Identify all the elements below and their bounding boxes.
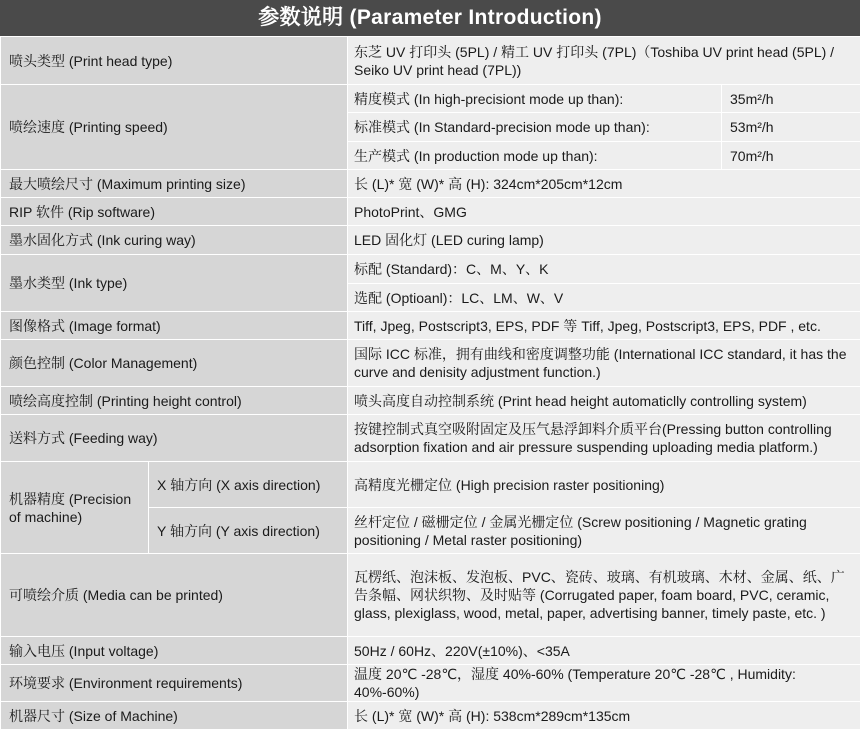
image-format-value: Tiff, Jpeg, Postscript3, EPS, PDF 等 Tiff, Jpeg, Postscript3, EPS, PDF , etc.	[348, 312, 860, 340]
table-row	[1, 702, 860, 730]
table-row	[1, 170, 860, 198]
color-management-label: 颜色控制 (Color Management)	[1, 340, 348, 387]
feeding-value: 按键控制式真空吸附固定及压气悬浮卸料介质平台(Pressing button controlling adsorption fixation and air pressure suspending uploading media platform.)	[348, 415, 860, 462]
table-row	[1, 340, 860, 387]
height-control-value: 喷头高度自动控制系统 (Print head height automaticlly controlling system)	[348, 387, 860, 415]
table-row	[1, 415, 860, 462]
environment-label: 环境要求 (Environment requirements)	[1, 665, 348, 702]
max-size-label: 最大喷绘尺寸 (Maximum printing size)	[1, 170, 348, 198]
table-row	[1, 387, 860, 415]
speed-value-high: 35m²/h	[722, 85, 860, 113]
precision-x-value: 高精度光栅定位 (High precision raster positioning)	[348, 462, 860, 508]
voltage-value: 50Hz / 60Hz、220V(±10%)、<35A	[348, 637, 860, 665]
environment-value: 温度 20℃ -28℃，湿度 40%-60% (Temperature 20℃ -28℃ , Humidity: 40%-60%)	[348, 665, 860, 702]
feeding-label: 送料方式 (Feeding way)	[1, 415, 348, 462]
table-row	[1, 462, 860, 508]
speed-mode-high: 精度模式 (In high-precisiont mode up than):	[348, 85, 722, 113]
speed-value-standard: 53m²/h	[722, 113, 860, 142]
precision-label: 机器精度 (Precision of machine)	[1, 462, 149, 554]
table-row	[1, 665, 860, 702]
media-value: 瓦楞纸、泡沫板、发泡板、PVC、瓷砖、玻璃、有机玻璃、木材、金属、纸、广告条幅、网状织物、及时贴等 (Corrugated paper, foam board, PVC, ceramic, glass, plexiglass, wood, metal, paper, advertising banner, timely paste, etc. )	[348, 554, 860, 637]
table-row	[1, 198, 860, 226]
table-row	[1, 637, 860, 665]
table-row	[1, 37, 860, 85]
voltage-label: 输入电压 (Input voltage)	[1, 637, 348, 665]
speed-value-production: 70m²/h	[722, 142, 860, 170]
table-row	[1, 312, 860, 340]
speed-mode-production: 生产模式 (In production mode up than):	[348, 142, 722, 170]
table-row	[1, 226, 860, 255]
table-row	[1, 85, 860, 113]
image-format-label: 图像格式 (Image format)	[1, 312, 348, 340]
rip-label: RIP 软件 (Rip software)	[1, 198, 348, 226]
max-size-value: 长 (L)* 宽 (W)* 高 (H): 324cm*205cm*12cm	[348, 170, 860, 198]
precision-y-label: Y 轴方向 (Y axis direction)	[149, 508, 348, 554]
ink-type-label: 墨水类型 (Ink type)	[1, 255, 348, 312]
print-head-value: 东芝 UV 打印头 (5PL) / 精工 UV 打印头 (7PL)（Toshiba UV print head (5PL) / Seiko UV print head (7PL))	[348, 37, 860, 85]
ink-type-optional: 选配 (Optioanl)：LC、LM、W、V	[348, 284, 860, 312]
page-title: 参数说明 (Parameter Introduction)	[0, 0, 860, 36]
printing-speed-label: 喷绘速度 (Printing speed)	[1, 85, 348, 170]
print-head-label: 喷头类型 (Print head type)	[1, 37, 348, 85]
precision-x-label: X 轴方向 (X axis direction)	[149, 462, 348, 508]
ink-curing-label: 墨水固化方式 (Ink curing way)	[1, 226, 348, 255]
media-label: 可喷绘介质 (Media can be printed)	[1, 554, 348, 637]
height-control-label: 喷绘高度控制 (Printing height control)	[1, 387, 348, 415]
ink-curing-value: LED 固化灯 (LED curing lamp)	[348, 226, 860, 255]
speed-mode-standard: 标准模式 (In Standard-precision mode up than):	[348, 113, 722, 142]
precision-y-value: 丝杆定位 / 磁栅定位 / 金属光栅定位 (Screw positioning / Magnetic grating positioning / Metal raster positioning)	[348, 508, 860, 554]
color-management-value: 国际 ICC 标准，拥有曲线和密度调整功能 (International ICC standard, it has the curve and denisity adjustment function.)	[348, 340, 860, 387]
machine-size-label: 机器尺寸 (Size of Machine)	[1, 702, 348, 730]
ink-type-standard: 标配 (Standard)：C、M、Y、K	[348, 255, 860, 284]
machine-size-value: 长 (L)* 宽 (W)* 高 (H): 538cm*289cm*135cm	[348, 702, 860, 730]
table-row	[1, 554, 860, 637]
rip-value: PhotoPrint、GMG	[348, 198, 860, 226]
table-row	[1, 255, 860, 284]
parameter-table	[0, 36, 860, 730]
